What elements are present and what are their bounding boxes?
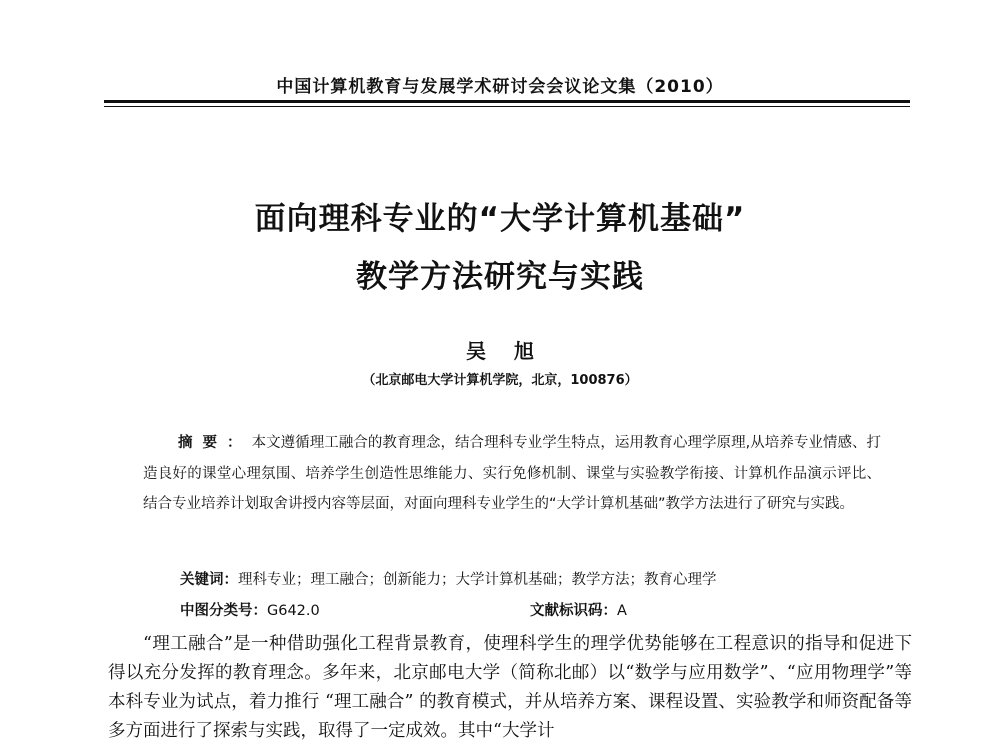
paper-title-line-2: 教学方法研究与实践 (356, 259, 644, 295)
clc-number (180, 599, 320, 620)
keywords (180, 568, 717, 589)
keywords-label: 关键词： (180, 572, 238, 588)
abstract-text: 本文遵循理工融合的教育理念，结合理科专业学生特点，运用教育心理学原理,从培养专业情感、打造良好的课堂心理氛围、培养学生创造性思维能力、实行免修机制、课堂与实验教学衔接、计算机作品演示评比、结合专业培养计划取舍讲授内容等层面，对面向理科专业学生的“大学计算机基础”教学方法进行了研究与实践。 (143, 435, 881, 512)
author-name: 吴旭 (466, 339, 562, 363)
paper-title-line-1: 面向理科专业的“大学计算机基础” (254, 201, 746, 237)
document-code (530, 599, 627, 620)
clc-value: G642.0 (267, 603, 320, 619)
clc-label: 中图分类号： (180, 603, 267, 619)
abstract-label: 摘要： (178, 435, 252, 451)
header-rule-thin (104, 106, 910, 107)
author-affiliation: （北京邮电大学计算机学院，北京，100876） (362, 373, 638, 388)
header-rule-thick (104, 100, 910, 103)
keywords-text: 理科专业；理工融合；创新能力；大学计算机基础；教学方法；教育心理学 (238, 572, 717, 588)
running-header: 中国计算机教育与发展学术研讨会会议论文集（2010） (276, 77, 724, 97)
abstract (143, 428, 881, 520)
doc-code-value: A (617, 603, 627, 619)
body-paragraph: “理工融合”是一种借助强化工程背景教育，使理科学生的理学优势能够在工程意识的指导和促进下得以充分发挥的教育理念。多年来，北京邮电大学（简称北邮）以“数学与应用数学”、“应用物理学”等本科专业为试点，着力推行 “理工融合” 的教育模式，并从培养方案、课程设置、实验教学和师资配备等多方面进行了探索与实践，取得了一定成效。其中“大学计 (108, 634, 912, 741)
doc-code-label: 文献标识码： (530, 603, 617, 619)
